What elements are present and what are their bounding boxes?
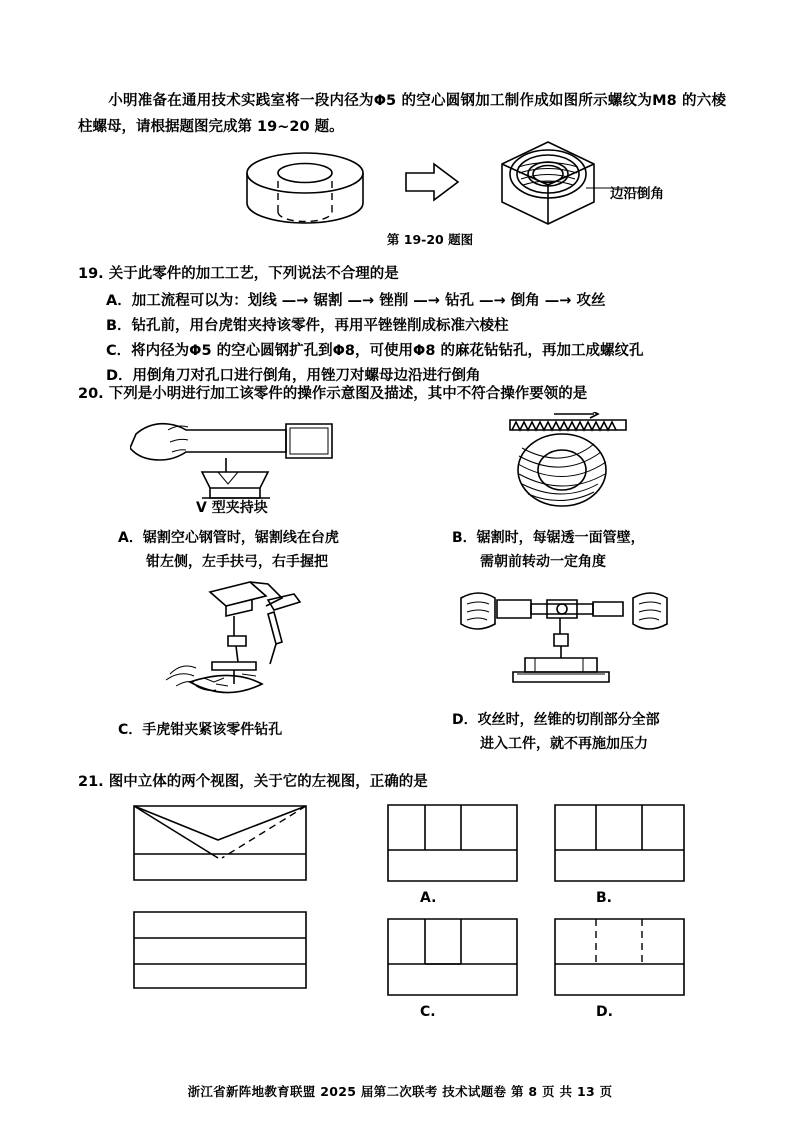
q21-given-views: [130, 802, 310, 1002]
q21-choice-a-label: A.: [420, 890, 437, 906]
q20-option-d-line1: 攻丝时，丝锥的切削部分全部: [477, 712, 660, 728]
q20-option-d-caption[interactable]: [452, 708, 732, 756]
q20-option-b-caption[interactable]: [452, 526, 722, 574]
hollow-cylinder-icon: [247, 153, 363, 223]
q20-option-b-key: B．: [452, 530, 477, 546]
q20-option-c-line1: 手虎钳夹紧该零件钻孔: [142, 722, 283, 738]
q20-option-a-caption[interactable]: [118, 526, 378, 574]
saw-blade-icon: [510, 412, 626, 430]
hand-saw-icon: [130, 424, 332, 460]
q20-option-a-key: A．: [118, 530, 143, 546]
q20-stem: 下列是小明进行加工该零件的操作示意图及描述，其中不符合操作要领的是: [108, 386, 588, 402]
q21-choice-c-figure[interactable]: [385, 916, 520, 998]
q20-vblock-label: V 型夹持块: [196, 500, 268, 516]
intro-paragraph: [78, 88, 726, 140]
q19-line: [78, 262, 738, 287]
q20-option-a-line2: 钳左侧，左手扶弓，右手握把: [146, 554, 328, 570]
q19-option-b[interactable]: B．钻孔前，用台虎钳夹持该零件，再用平锉锉削成标准六棱柱: [106, 318, 509, 334]
q20-option-b-line1: 锯割时，每锯透一面管壁，: [476, 530, 645, 546]
q21-choice-a-figure[interactable]: [385, 802, 520, 884]
q20-option-d-figure: [455, 578, 675, 688]
q20-option-c-key: C．: [118, 722, 143, 738]
q20-option-b-line2: 需朝前转动一定角度: [480, 554, 606, 570]
q20-option-b-figure: [490, 412, 670, 512]
process-arrow-icon: [406, 164, 458, 200]
figure-callout-label: 边沿倒角: [610, 186, 664, 202]
q19-options: [106, 289, 738, 389]
pipe-cross-section-icon: [518, 434, 606, 506]
q20-option-a-figure: [130, 412, 350, 502]
q19-number: 19.: [78, 266, 104, 282]
top-view-icon: [134, 912, 306, 988]
q20-number: 20.: [78, 386, 104, 402]
q19-stem: 关于此零件的加工工艺，下列说法不合理的是: [108, 266, 399, 282]
q21-choice-b-label: B.: [596, 890, 612, 906]
q21-stem: 图中立体的两个视图，关于它的左视图，正确的是: [108, 774, 428, 790]
front-view-icon: [134, 806, 306, 880]
q20-option-c-caption[interactable]: [118, 718, 398, 742]
q21-choice-c-label: C.: [420, 1004, 436, 1020]
intro-text: 小明准备在通用技术实践室将一段内径为Φ5 的空心圆钢加工制作成如图所示螺纹为M8 的六棱柱螺母，请根据题图完成第 19~20 题。: [78, 93, 726, 135]
q21-number: 21.: [78, 774, 104, 790]
tap-wrench-icon: [497, 600, 623, 658]
q20-option-a-line1: 锯割空心钢管时，锯割线在台虎: [142, 530, 339, 546]
question-19: [78, 262, 738, 389]
bench-drill-icon: [166, 582, 300, 693]
workpiece-vise-icon: [513, 658, 609, 682]
page-footer: 浙江省新阵地教育联盟 2025 届第二次联考 技术试题卷 第 8 页 共 13 页: [187, 1084, 613, 1099]
v-block-icon: [202, 458, 270, 498]
question-20: [78, 382, 758, 407]
q19-option-c[interactable]: C．将内径为Φ5 的空心圆钢扩孔到Φ8，可使用Φ8 的麻花钻钻孔，再加工成螺纹孔: [106, 343, 644, 359]
q21-choice-d-label: D.: [596, 1004, 613, 1020]
q19-option-d[interactable]: D．用倒角刀对孔口进行倒角，用锉刀对螺母边沿进行倒角: [106, 368, 481, 384]
figure-caption: 第 19-20 题图: [386, 232, 474, 247]
hands-icon: [461, 593, 667, 629]
q21-choice-b-figure[interactable]: [552, 802, 687, 884]
q20-option-d-key: D．: [452, 712, 478, 728]
q21-choice-d-figure[interactable]: [552, 916, 687, 998]
q20-option-c-figure: [150, 578, 340, 708]
q20-option-d-line2: 进入工件，就不再施加压力: [480, 736, 648, 752]
q19-option-a[interactable]: A．加工流程可以为：划线 —→ 锯割 —→ 锉削 —→ 钻孔 —→ 倒角 —→ 攻丝: [106, 293, 606, 309]
question-21: [78, 770, 758, 795]
